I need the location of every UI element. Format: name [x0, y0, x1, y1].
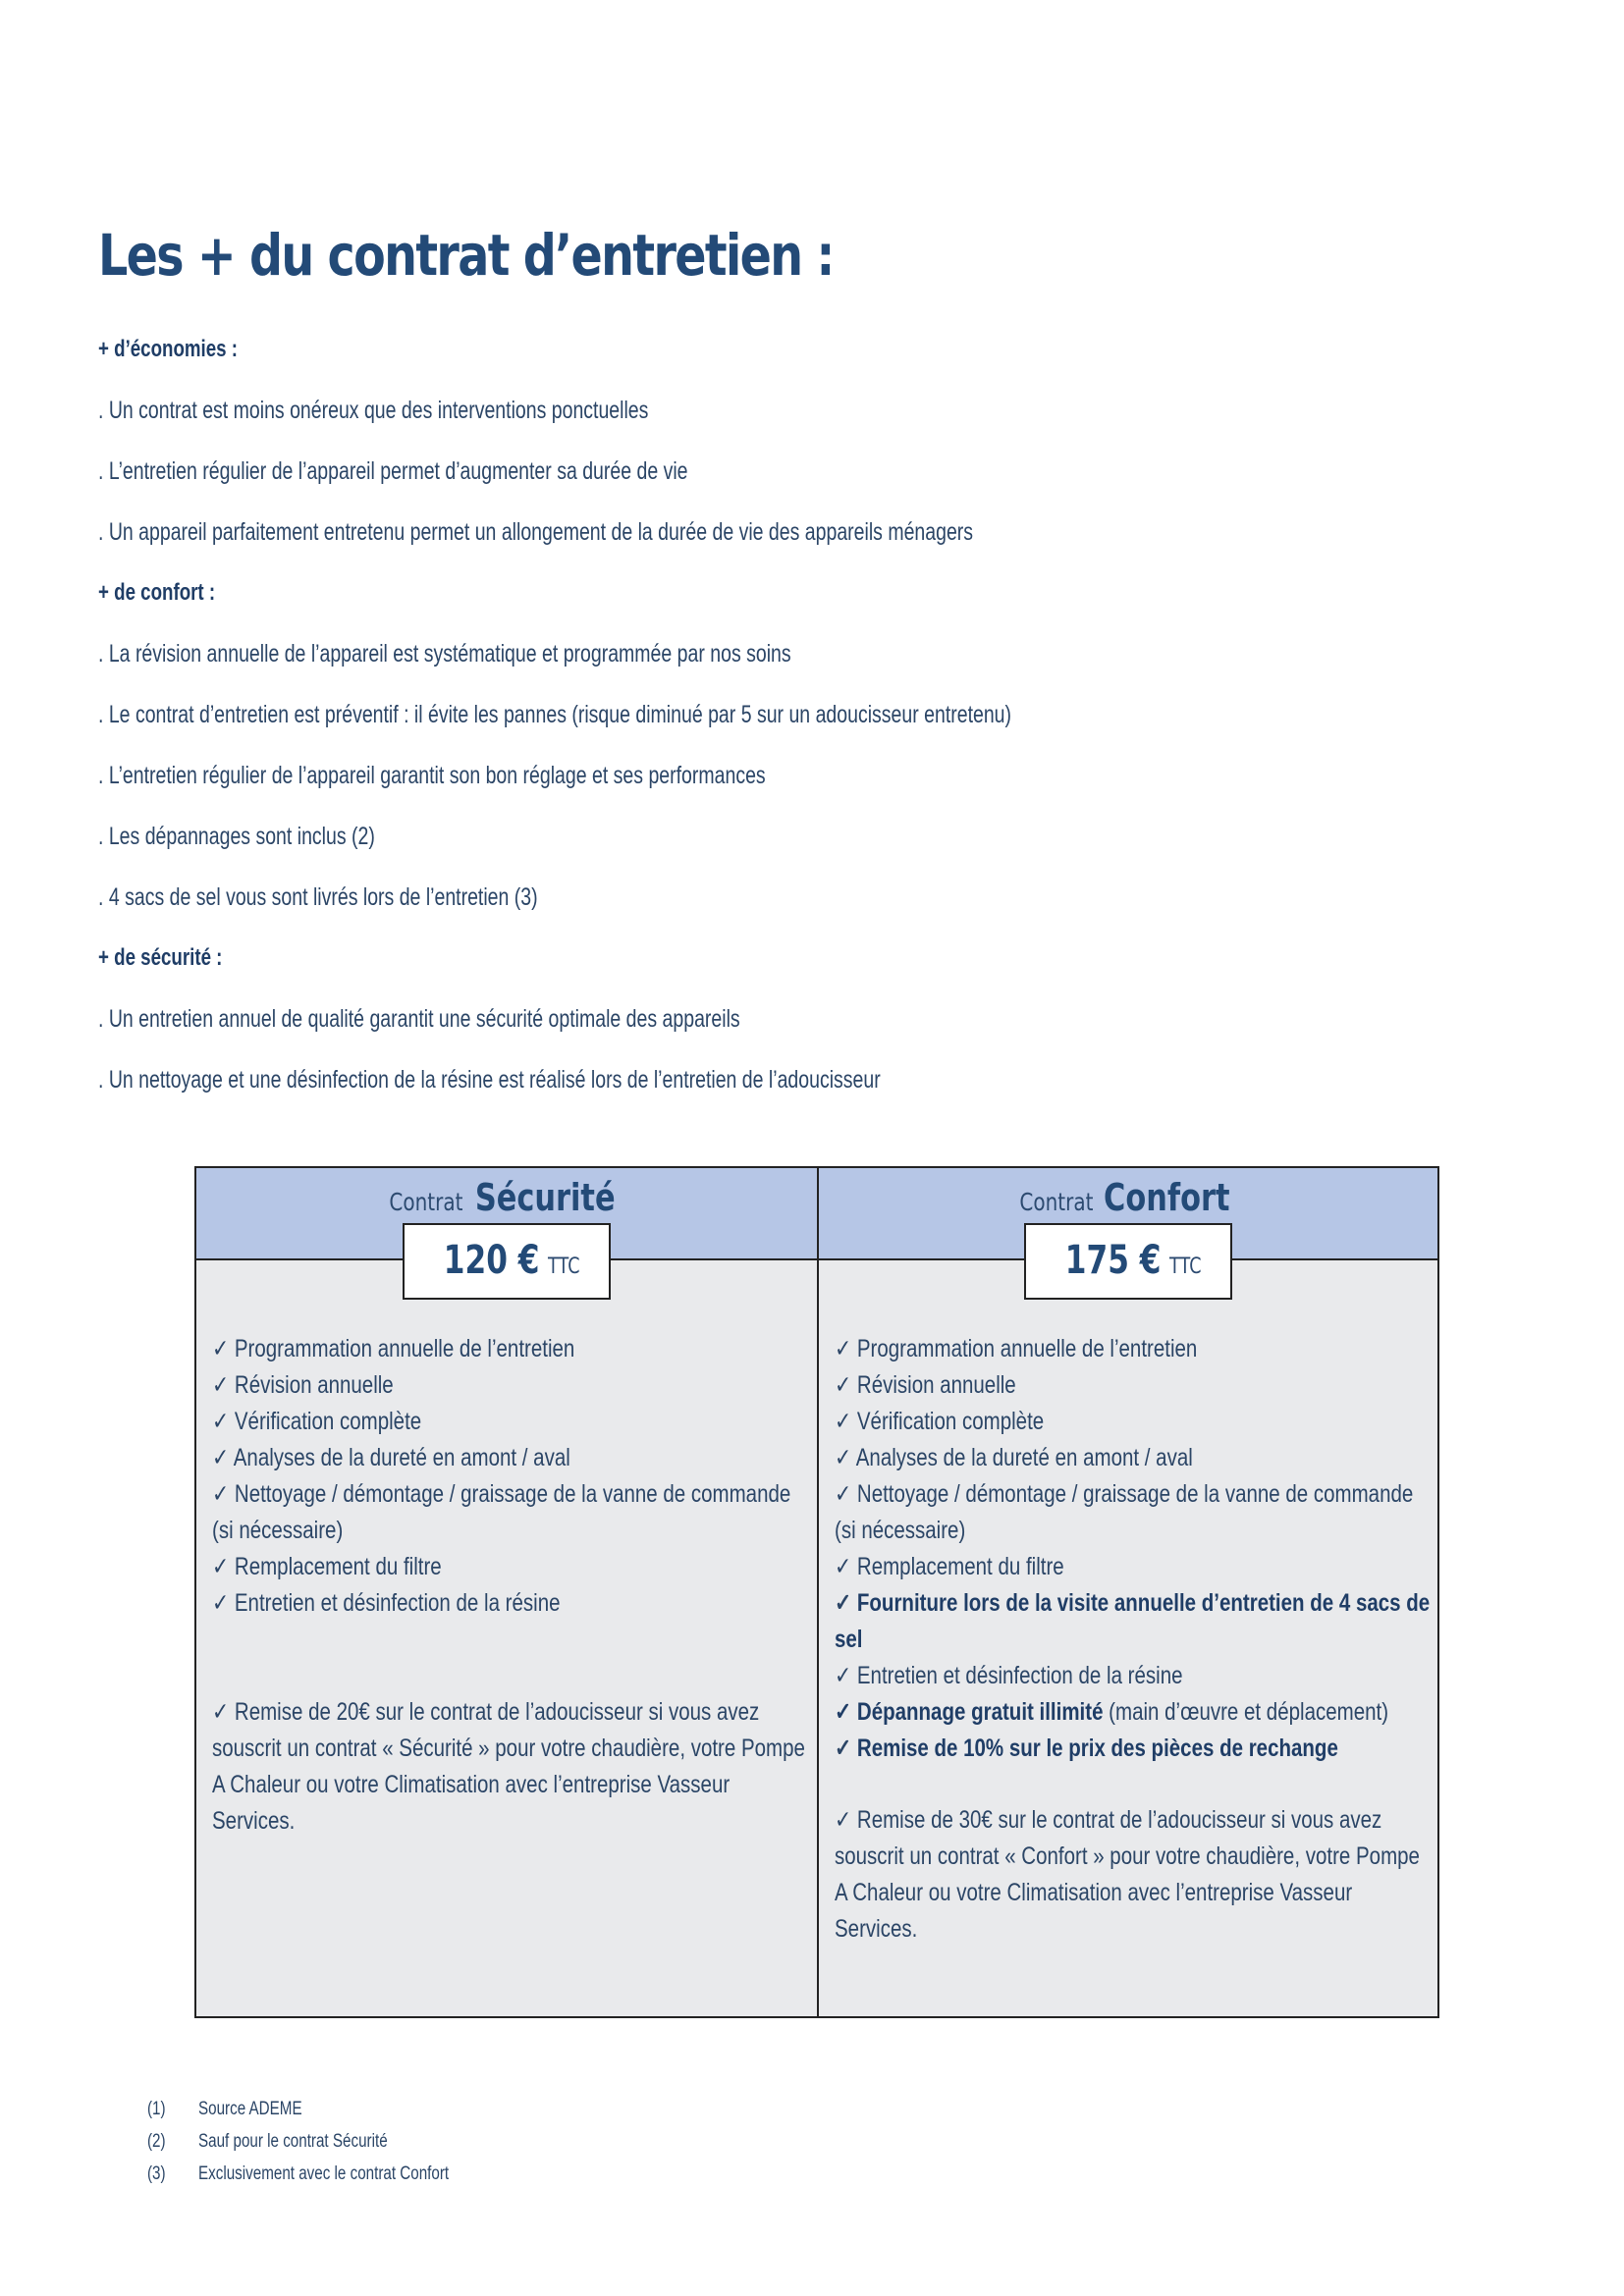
check-icon: ✓: [212, 1444, 230, 1471]
feature-item-fourniture: ✓ Fourniture lors de la visite annuelle d’entretien de 4 sacs de sel: [835, 1589, 1431, 1653]
contract-name: Sécurité: [475, 1176, 616, 1219]
price-amount: 120 €: [443, 1238, 540, 1283]
benefit-item: . La révision annuelle de l’appareil est systématique et programmée par nos soins: [98, 640, 791, 667]
feature-item: ✓ Analyses de la dureté en amont / aval: [212, 1444, 570, 1471]
benefit-item: . Un contrat est moins onéreux que des interventions ponctuelles: [98, 397, 649, 424]
contract-securite: [196, 1168, 817, 2016]
feature-item: ✓ Vérification complète: [835, 1408, 1045, 1435]
feature-list: [835, 1331, 1434, 1948]
benefit-heading-securite: + de sécurité :: [98, 944, 223, 971]
contract-confort: [817, 1168, 1437, 2016]
feature-item: ✓ Analyses de la dureté en amont / aval: [835, 1444, 1193, 1471]
feature-item: ✓ Remplacement du filtre: [835, 1553, 1064, 1580]
check-icon: ✓: [212, 1553, 230, 1580]
check-icon: ✓: [212, 1335, 230, 1362]
price-box: [403, 1223, 611, 1300]
check-icon: ✓: [835, 1480, 852, 1508]
feature-item: ✓ Nettoyage / démontage / graissage de la vanne de commande (si nécessaire): [212, 1480, 791, 1544]
check-icon: ✓: [835, 1408, 852, 1435]
benefit-heading-economies: + d’économies :: [98, 336, 239, 362]
feature-item: ✓ Entretien et désinfection de la résine: [212, 1589, 561, 1617]
footnote: (3) Exclusivement avec le contrat Confort: [147, 2163, 450, 2184]
feature-item: ✓ Programmation annuelle de l’entretien: [212, 1335, 575, 1362]
benefits-list: [98, 330, 1276, 1121]
check-icon: ✓: [835, 1589, 852, 1617]
check-icon: ✓: [835, 1735, 852, 1762]
feature-list: [212, 1331, 811, 1840]
feature-item-remise-pieces: ✓ Remise de 10% sur le prix des pièces de rechange: [835, 1735, 1338, 1762]
benefit-heading-confort: + de confort :: [98, 579, 216, 606]
check-icon: ✓: [835, 1698, 852, 1726]
check-icon: ✓: [835, 1335, 852, 1362]
contract-word: Contrat: [389, 1188, 463, 1216]
remise-note: ✓ Remise de 30€ sur le contrat de l’adoucisseur si vous avez souscrit un contrat « Confort » pour votre chaudière, votre Pompe A Chaleur ou votre Climatisation avec l’entreprise Vasseur Services.: [835, 1806, 1420, 1943]
footnote: (1) Source ADEME: [147, 2099, 302, 2119]
feature-item: ✓ Révision annuelle: [212, 1371, 394, 1399]
contracts-table: [194, 1166, 1439, 2018]
benefit-item: . Les dépannages sont inclus (2): [98, 823, 375, 850]
check-icon: ✓: [212, 1698, 230, 1726]
feature-item: ✓ Entretien et désinfection de la résine: [835, 1662, 1183, 1689]
contract-word: Contrat: [1019, 1188, 1094, 1216]
benefit-item: . 4 sacs de sel vous sont livrés lors de l’entretien (3): [98, 883, 538, 911]
footnotes: [147, 2093, 512, 2190]
feature-item: ✓ Remplacement du filtre: [212, 1553, 442, 1580]
check-icon: ✓: [835, 1662, 852, 1689]
check-icon: ✓: [835, 1371, 852, 1399]
check-icon: ✓: [212, 1371, 230, 1399]
check-icon: ✓: [212, 1480, 230, 1508]
check-icon: ✓: [835, 1444, 852, 1471]
feature-item: ✓ Vérification complète: [212, 1408, 422, 1435]
benefit-item: . Un nettoyage et une désinfection de la résine est réalisé lors de l’entretien de l’adoucisseur: [98, 1066, 881, 1094]
page-title: Les + du contrat d’entretien :: [98, 222, 834, 289]
benefit-item: . L’entretien régulier de l’appareil garantit son bon réglage et ses performances: [98, 762, 766, 789]
benefit-item: . L’entretien régulier de l’appareil permet d’augmenter sa durée de vie: [98, 457, 688, 485]
price-ttc: TTC: [547, 1255, 580, 1279]
check-icon: ✓: [212, 1589, 230, 1617]
remise-note: ✓ Remise de 20€ sur le contrat de l’adoucisseur si vous avez souscrit un contrat « Sécurité » pour votre chaudière, votre Pompe A Chaleur ou votre Climatisation avec l’entreprise Vasseur Services.: [212, 1698, 805, 1835]
contract-name: Confort: [1104, 1176, 1230, 1219]
check-icon: ✓: [835, 1806, 852, 1834]
price-ttc: TTC: [1168, 1255, 1202, 1279]
check-icon: ✓: [212, 1408, 230, 1435]
benefit-item: . Un appareil parfaitement entretenu permet un allongement de la durée de vie des appareils ménagers: [98, 518, 974, 546]
price-amount: 175 €: [1064, 1238, 1162, 1283]
feature-item: ✓ Nettoyage / démontage / graissage de la vanne de commande (si nécessaire): [835, 1480, 1414, 1544]
footnote: (2) Sauf pour le contrat Sécurité: [147, 2131, 388, 2152]
price-box: [1024, 1223, 1232, 1300]
benefit-item: . Le contrat d’entretien est préventif : il évite les pannes (risque diminué par 5 sur un adoucisseur entretenu): [98, 701, 1012, 728]
benefit-item: . Un entretien annuel de qualité garantit une sécurité optimale des appareils: [98, 1005, 740, 1033]
feature-item-depannage: ✓ Dépannage gratuit illimité (main d’œuvre et déplacement): [835, 1698, 1389, 1726]
feature-item: ✓ Révision annuelle: [835, 1371, 1016, 1399]
feature-item: ✓ Programmation annuelle de l’entretien: [835, 1335, 1198, 1362]
check-icon: ✓: [835, 1553, 852, 1580]
